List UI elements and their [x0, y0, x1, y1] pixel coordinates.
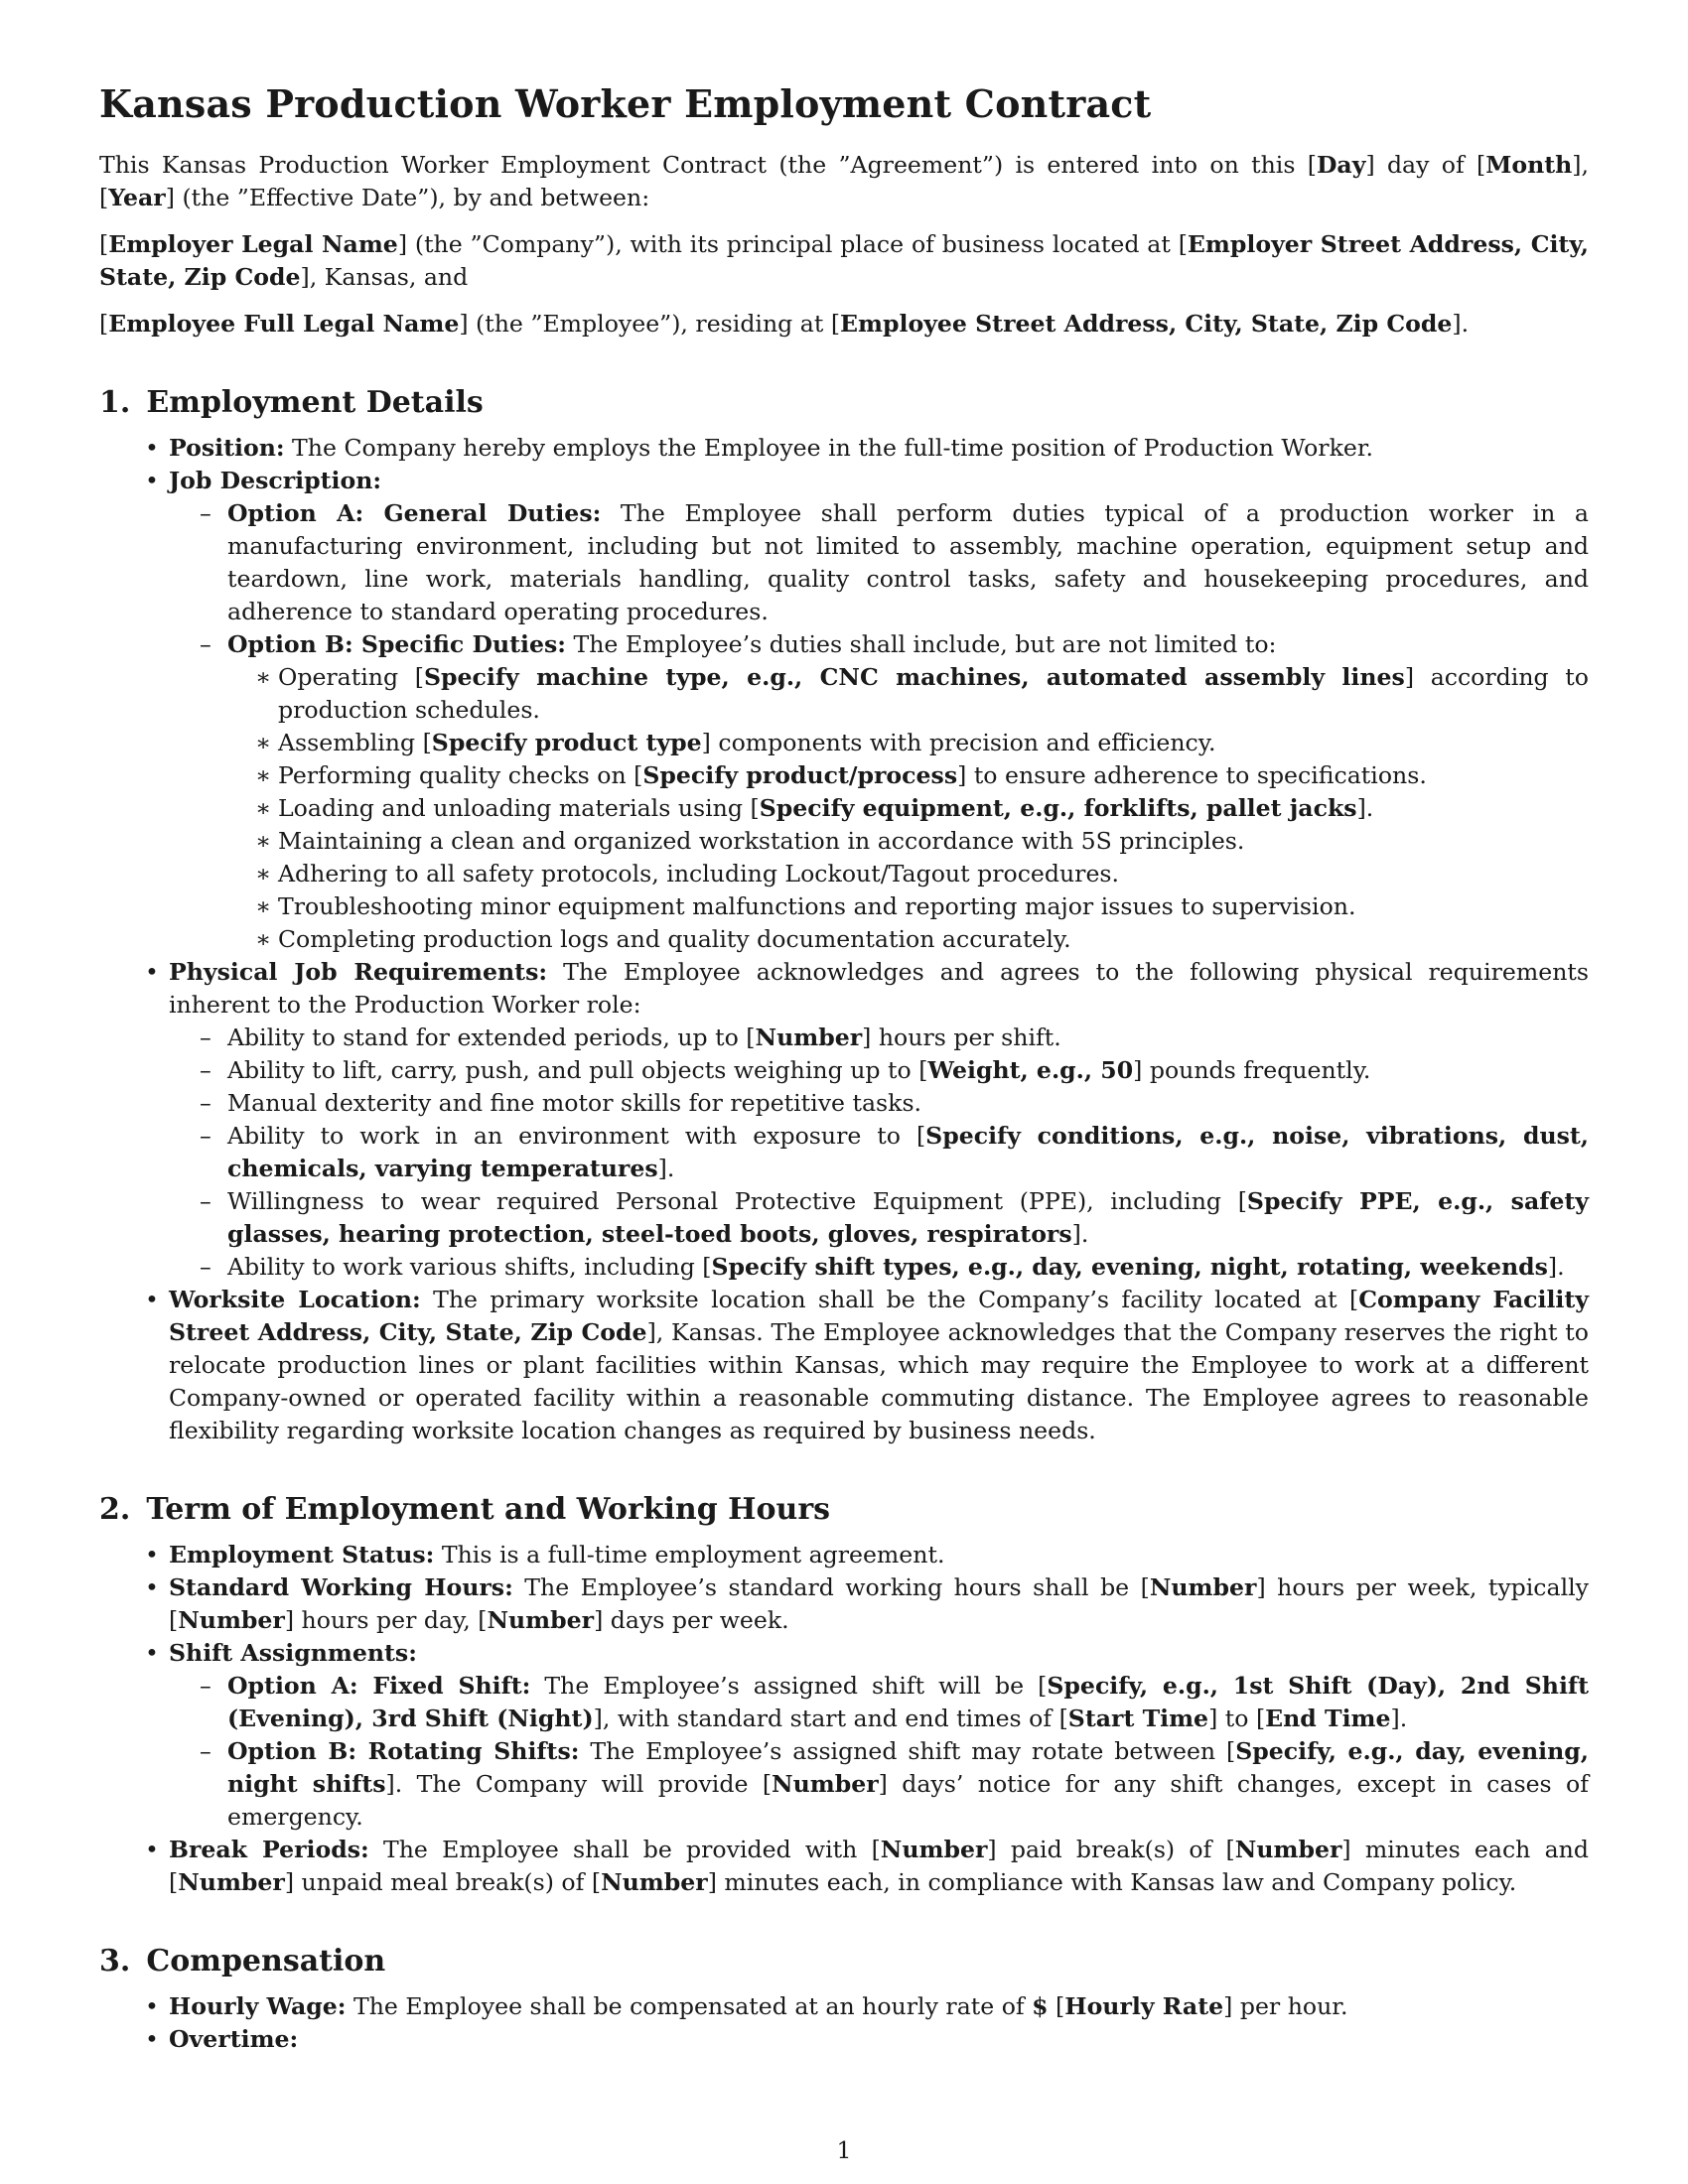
section-heading — [99, 1491, 1589, 1529]
text-run: ] per hour. — [1223, 1992, 1348, 2020]
bold-text: Option B: Specific Duties: — [227, 630, 566, 658]
page-number: 1 — [836, 2136, 852, 2164]
text-run: ]. — [1071, 1220, 1089, 1248]
bold-text: Specify equipment, e.g., forklifts, pallet jacks — [759, 794, 1357, 822]
bold-text: Specify, e.g., day, evening, night shifts — [227, 1737, 1589, 1798]
text-run: Performing quality checks on [ — [278, 761, 643, 789]
list-level-2 — [169, 1670, 1589, 1834]
text-run: ], Kansas, and — [300, 263, 469, 291]
list-item — [169, 1670, 1589, 1735]
list-item — [227, 890, 1589, 923]
list-item — [169, 1087, 1589, 1120]
bold-text: Specify product/process — [642, 761, 958, 789]
text-run: ] (the ”Company”), with its principal place of business located at — [397, 230, 1179, 258]
bold-text: Company Facility Street Address, City, State, Zip Code — [169, 1286, 1590, 1346]
text-run: [ — [99, 230, 109, 258]
bold-text: Employee Street Address, City, State, Zip Code — [840, 310, 1453, 338]
bold-text: Specify shift types, e.g., day, evening, night, rotating, weekends — [711, 1253, 1548, 1281]
text-run: ]. — [1547, 1253, 1565, 1281]
text-run: ] according to production schedules. — [278, 663, 1589, 724]
text-run: ] day of — [1365, 151, 1477, 179]
list-item — [169, 1251, 1589, 1284]
text-run: ]. — [1390, 1705, 1408, 1732]
bold-text: Weight, e.g., 50 — [927, 1056, 1134, 1084]
list-level-1 — [99, 432, 1589, 1447]
bold-text: Specify product type — [431, 729, 702, 756]
bold-text: Number — [1149, 1573, 1257, 1601]
bold-text: Month — [1485, 151, 1573, 179]
bold-text: Number — [1234, 1836, 1342, 1863]
document-title: Kansas Production Worker Employment Contract — [99, 81, 1152, 126]
list-item — [227, 923, 1589, 956]
bold-text: Position: — [169, 434, 285, 462]
bold-text: Employee Full Legal Name — [108, 310, 460, 338]
intro-paragraph — [99, 228, 1589, 294]
text-run: Adhering to all safety protocols, including Lockout/Tagout procedures. — [278, 860, 1120, 887]
text-run: ] to [ — [1208, 1705, 1266, 1732]
text-run: [ — [1178, 230, 1188, 258]
list-item — [169, 628, 1589, 956]
list-level-1 — [99, 1990, 1589, 2056]
text-run: Willingness to wear required Personal Protective Equipment (PPE), including [ — [227, 1187, 1247, 1215]
bold-text: Standard Working Hours: — [169, 1573, 513, 1601]
text-run: The Employee shall be compensated at an hourly rate of — [346, 1992, 1033, 2020]
list-item — [227, 825, 1589, 858]
text-run: ] days per week. — [594, 1606, 789, 1634]
bold-text: Overtime: — [169, 2025, 299, 2053]
bold-text: Option A: Fixed Shift: — [227, 1672, 531, 1700]
list-item — [169, 1185, 1589, 1251]
text-run: The Employee’s duties shall include, but are not limited to: — [565, 630, 1277, 658]
list-item — [227, 661, 1589, 727]
bold-text: Specify PPE, e.g., safety glasses, hearing protection, steel-toed boots, gloves, respirators — [227, 1187, 1590, 1248]
bold-text: Physical Job Requirements: — [169, 958, 548, 986]
text-run: Troubleshooting minor equipment malfunctions and reporting major issues to supervision. — [278, 892, 1356, 920]
text-run: Manual dexterity and fine motor skills for repetitive tasks. — [227, 1089, 922, 1117]
text-run: ] to ensure adherence to specifications. — [957, 761, 1427, 789]
bold-text: Worksite Location: — [169, 1286, 421, 1313]
section-number: 3. — [99, 1944, 131, 1979]
bold-text: Employer Street Address, City, State, Zip Code — [99, 230, 1589, 291]
bold-text: Number — [755, 1024, 863, 1051]
text-run: The Employee acknowledges and agrees to the following physical requirements inherent to the Production Worker role: — [169, 958, 1589, 1019]
bold-text: End Time — [1265, 1705, 1391, 1732]
bold-text: Number — [772, 1770, 879, 1798]
text-run: Completing production logs and quality documentation accurately. — [278, 925, 1071, 953]
bold-text: Year — [108, 184, 166, 211]
list-item — [99, 465, 1589, 956]
text-run: This Kansas Production Worker Employment Contract (the ”Agreement”) is entered into on this — [99, 151, 1308, 179]
text-run: ] components with precision and efficiency. — [701, 729, 1216, 756]
section-number: 1. — [99, 385, 131, 420]
text-run: ] pounds frequently. — [1133, 1056, 1371, 1084]
list-item — [99, 432, 1589, 465]
bold-text: Hourly Rate — [1064, 1992, 1224, 2020]
text-run: The Employee’s assigned shift may rotate between [ — [579, 1737, 1236, 1765]
list-item — [99, 1284, 1589, 1447]
bold-text: Number — [880, 1836, 988, 1863]
text-run: [ — [1048, 1992, 1065, 2020]
list-item — [169, 1120, 1589, 1185]
list-item — [99, 1834, 1589, 1899]
list-item — [227, 858, 1589, 890]
list-item — [99, 956, 1589, 1284]
text-run: [ — [1307, 151, 1317, 179]
text-run: Maintaining a clean and organized workstation in accordance with 5S principles. — [278, 827, 1245, 855]
text-run: ]. — [657, 1155, 675, 1182]
text-run: ], Kansas. The Employee acknowledges that the Company reserves the right to relocate production lines or plant facilities within Kansas, which may require the Employee to work at a different Company-owned or operated facility within a reasonable commuting distance. The Employee agrees to reasonable flexibility regarding worksite location changes as required by business needs. — [169, 1318, 1589, 1444]
section-title: Term of Employment and Working Hours — [146, 1492, 831, 1527]
text-run: [ — [99, 310, 109, 338]
bold-text: Hourly Wage: — [169, 1992, 347, 2020]
sections-container — [99, 384, 1589, 2056]
list-item — [99, 1990, 1589, 2023]
text-run: The Employee shall be provided with [ — [368, 1836, 881, 1863]
text-run: This is a full-time employment agreement. — [434, 1541, 945, 1569]
list-item — [169, 1735, 1589, 1834]
text-run: Assembling [ — [278, 729, 432, 756]
bold-text: Job Description: — [169, 467, 382, 494]
section-heading — [99, 1943, 1589, 1980]
list-item — [99, 1539, 1589, 1571]
text-run: ] hours per week, typically [ — [169, 1573, 1590, 1634]
bold-text: Option B: Rotating Shifts: — [227, 1737, 580, 1765]
text-run: ]. The Company will provide [ — [385, 1770, 773, 1798]
text-run: Loading and unloading materials using [ — [278, 794, 760, 822]
section-heading — [99, 384, 1589, 422]
text-run: Ability to lift, carry, push, and pull objects weighing up to [ — [227, 1056, 928, 1084]
list-level-2 — [169, 497, 1589, 956]
list-item — [169, 1022, 1589, 1054]
list-item — [169, 1054, 1589, 1087]
text-run: Ability to work in an environment with exposure to [ — [227, 1122, 926, 1150]
bold-text: Shift Assignments: — [169, 1639, 417, 1667]
list-item — [99, 2023, 1589, 2056]
text-run: [ — [1477, 151, 1486, 179]
list-item — [169, 497, 1589, 628]
bold-text: Number — [178, 1606, 285, 1634]
text-run: Ability to stand for extended periods, up to [ — [227, 1024, 756, 1051]
text-run: The primary worksite location shall be the Company’s facility located at [ — [420, 1286, 1359, 1313]
section-title: Employment Details — [146, 385, 484, 420]
list-level-3 — [227, 661, 1589, 956]
bold-text: Option A: General Duties: — [227, 499, 602, 527]
text-run: ] hours per shift. — [862, 1024, 1061, 1051]
bold-text: Day — [1316, 151, 1366, 179]
list-level-2 — [169, 1022, 1589, 1284]
intro-block — [99, 149, 1589, 341]
text-run: ] minutes each and [ — [169, 1836, 1589, 1896]
text-run: The Employee shall perform duties typical of a production worker in a manufacturing environment, including but not limited to assembly, machine operation, equipment setup and teardown, line work, materials handling, quality control tasks, safety and housekeeping procedures, and adherence to standard operating procedures. — [227, 499, 1589, 625]
text-run: ]. — [1452, 310, 1470, 338]
text-run: Operating [ — [278, 663, 424, 691]
section-title: Compensation — [146, 1944, 386, 1979]
bold-text: Number — [487, 1606, 595, 1634]
section-number: 2. — [99, 1492, 131, 1527]
text-run: ]. — [1356, 794, 1374, 822]
intro-paragraph — [99, 308, 1589, 341]
bold-text: Specify, e.g., 1st Shift (Day), 2nd Shift (Evening), 3rd Shift (Night) — [227, 1672, 1589, 1732]
bold-text: Employment Status: — [169, 1541, 435, 1569]
list-item — [99, 1637, 1589, 1834]
list-item — [227, 759, 1589, 792]
text-run: ], — [1572, 151, 1589, 179]
text-run: The Company hereby employs the Employee in the full-time position of Production Worker. — [284, 434, 1374, 462]
bold-text: Number — [178, 1868, 285, 1896]
bold-text: Number — [601, 1868, 708, 1896]
text-run: ] (the ”Employee”), residing at — [459, 310, 831, 338]
text-run: The Employee’s assigned shift will be [ — [530, 1672, 1048, 1700]
list-level-1 — [99, 1539, 1589, 1899]
text-run: [ — [830, 310, 841, 338]
text-run: [ — [99, 184, 109, 211]
bold-text: Start Time — [1067, 1705, 1209, 1732]
list-item — [227, 792, 1589, 825]
bold-text: Specify machine type, e.g., CNC machines, automated assembly lines — [423, 663, 1405, 691]
intro-paragraph — [99, 149, 1589, 214]
bold-text: Specify conditions, e.g., noise, vibrations, dust, chemicals, varying temperatures — [227, 1122, 1590, 1182]
text-run: ] hours per day, [ — [284, 1606, 488, 1634]
text-run: ] (the ”Effective Date”), by and between: — [165, 184, 650, 211]
text-run: ], with standard start and end times of [ — [593, 1705, 1068, 1732]
text-run: ] paid break(s) of [ — [987, 1836, 1235, 1863]
text-run: The Employee’s standard working hours shall be [ — [512, 1573, 1150, 1601]
text-run: ] unpaid meal break(s) of [ — [284, 1868, 602, 1896]
bold-text: Break Periods: — [169, 1836, 369, 1863]
text-run: ] days’ notice for any shift changes, except in cases of emergency. — [227, 1770, 1589, 1831]
bold-text: Employer Legal Name — [108, 230, 398, 258]
bold-text: $ — [1032, 1992, 1049, 2020]
contract-page — [99, 81, 1589, 2056]
text-run: ] minutes each, in compliance with Kansas law and Company policy. — [707, 1868, 1517, 1896]
list-item — [99, 1571, 1589, 1637]
list-item — [227, 727, 1589, 759]
text-run: Ability to work various shifts, including [ — [227, 1253, 712, 1281]
